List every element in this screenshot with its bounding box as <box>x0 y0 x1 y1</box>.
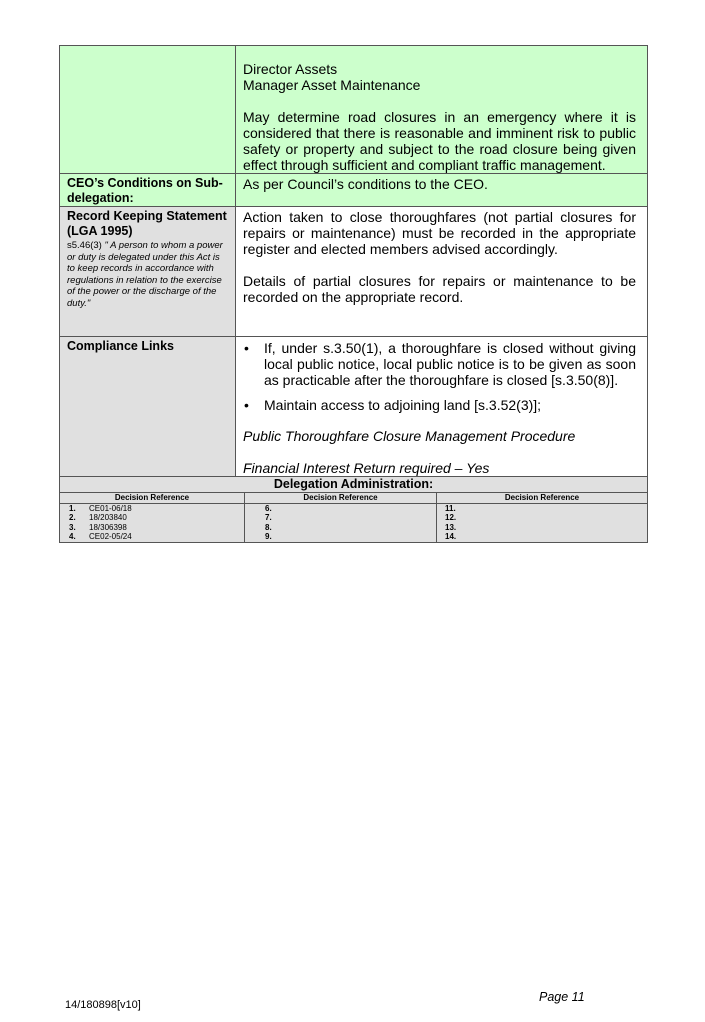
delegation-table <box>59 45 648 543</box>
record-keeping-label: Record Keeping Statement (LGA 1995) <box>67 209 227 238</box>
decision-column-1 <box>60 503 245 542</box>
procedure-name: Public Thoroughfare Closure Management Procedure <box>243 428 576 444</box>
decision-reference-cell <box>60 493 648 543</box>
decision-item: 7. <box>265 513 272 522</box>
decision-column-2 <box>245 503 437 542</box>
decision-item: 3. 18/306398 <box>69 522 127 532</box>
officer-row-content-cell <box>236 46 648 174</box>
ceo-conditions-text: As per Council’s conditions to the CEO. <box>243 176 488 192</box>
record-keeping-note <box>67 240 229 309</box>
compliance-content-cell <box>236 337 648 477</box>
decision-reference-header: Decision Reference <box>437 493 648 503</box>
officer-row-label-cell <box>60 46 236 174</box>
ceo-conditions-label-cell <box>60 174 236 207</box>
admin-title-row <box>60 477 648 493</box>
ceo-conditions-content-cell <box>236 174 648 207</box>
decision-item: 4. CE02-05/24 <box>69 532 132 541</box>
compliance-list <box>243 340 636 413</box>
page-number: Page 11 <box>539 990 585 1004</box>
decision-reference-header: Decision Reference <box>245 493 437 503</box>
admin-decisions-row <box>60 493 648 543</box>
delegation-text: May determine road closures in an emergency where it is considered that there is reasonable and imminent risk to public safety or property and subject to the road closure being given effect through sufficient and compliant traffic management. <box>243 109 636 173</box>
decision-item: 1. CE01-06/18 <box>69 503 132 513</box>
record-keeping-content-cell <box>236 207 648 337</box>
decision-item: 13. <box>445 522 457 532</box>
decision-item: 11. <box>445 503 456 513</box>
section-quote: " A person to whom a power or duty is delegated under this Act is to keep records in accordance with regulations in relation to the exercise of the power or the discharge of the duty." <box>67 240 223 309</box>
compliance-bullet: • If, under s.3.50(1), a thoroughfare is closed without giving local public notice, local public notice is to be given as soon as practicable after the thoroughfare is closed [s.3.50(8)]. <box>243 340 636 388</box>
officer-title: Manager Asset Maintenance <box>243 77 421 93</box>
record-keeping-text: Details of partial closures for repairs or maintenance to be recorded on the appropriate record. <box>243 273 636 305</box>
document-reference: 14/180898[v10] <box>65 999 141 1011</box>
compliance-label: Compliance Links <box>67 339 174 353</box>
decision-item: 14. <box>445 532 457 541</box>
officer-row <box>60 46 648 174</box>
decision-item: 8. <box>265 522 272 532</box>
decision-item: 12. <box>445 513 457 522</box>
decision-item: 9. <box>265 532 272 541</box>
officer-title: Director Assets <box>243 61 338 77</box>
financial-interest-note: Financial Interest Return required – Yes <box>243 460 490 476</box>
section-reference: s5.46(3) <box>67 240 102 251</box>
decision-reference-header: Decision Reference <box>60 493 245 503</box>
ceo-conditions-label: CEO’s Conditions on Sub-delegation: <box>67 176 223 205</box>
ceo-conditions-row <box>60 174 648 207</box>
delegation-admin-title: Delegation Administration: <box>60 477 648 493</box>
record-keeping-row <box>60 207 648 337</box>
compliance-row <box>60 337 648 477</box>
decision-item: 2. 18/203840 <box>69 513 127 522</box>
decision-reference-table <box>60 493 647 542</box>
record-keeping-text: Action taken to close thoroughfares (not partial closures for repairs or maintenance) must be recorded in the appropriate register and elected members advised accordingly. <box>243 209 636 257</box>
compliance-label-cell <box>60 337 236 477</box>
decision-item: 6. <box>265 503 272 513</box>
record-keeping-label-cell <box>60 207 236 337</box>
decision-column-3 <box>437 503 648 542</box>
compliance-bullet: • Maintain access to adjoining land [s.3.52(3)]; <box>243 397 636 413</box>
